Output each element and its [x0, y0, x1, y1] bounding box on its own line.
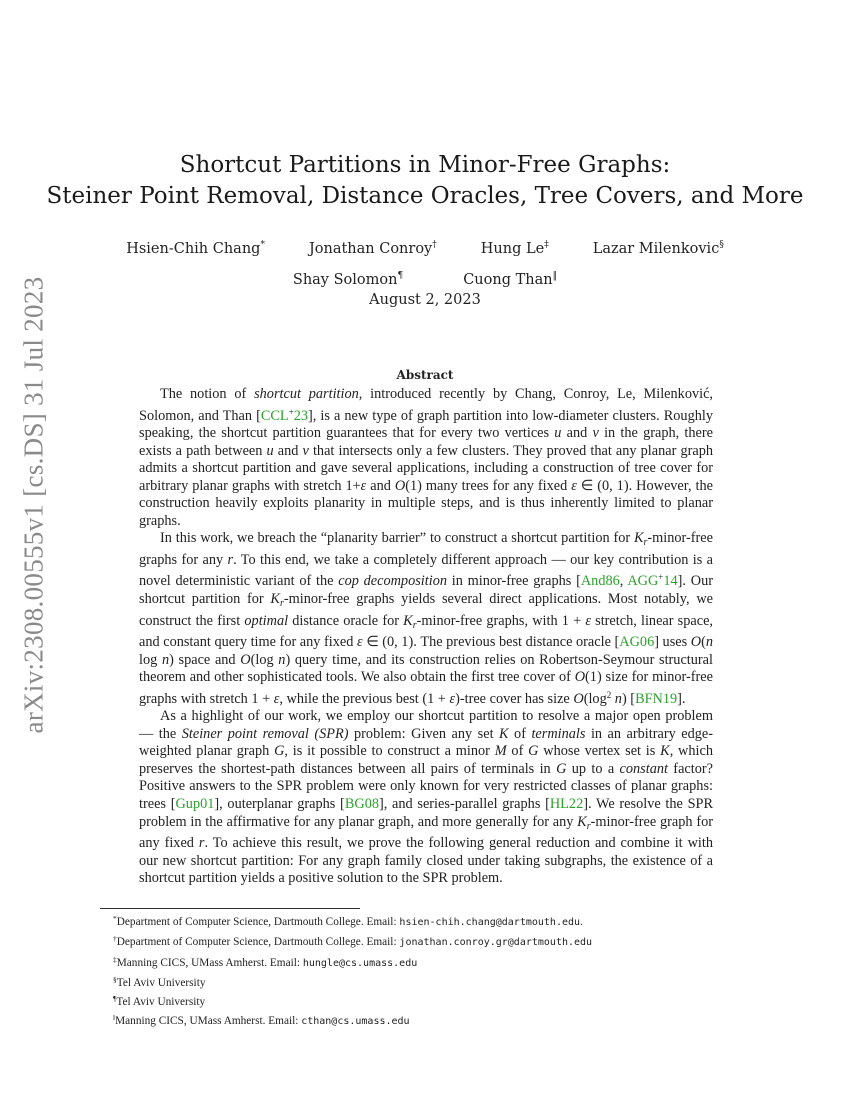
arxiv-stamp: arXiv:2308.00555v1 [cs.DS] 31 Jul 2023	[18, 276, 49, 734]
text-run: that intersects only a few clusters. They proved that any planar graph admits a shortcut partition and gave several applications, including a construction of tree cover for arbitrary planar graphs with stretch 1+	[139, 442, 713, 494]
text-run: in an arbitrary edge-weighted planar graph	[139, 725, 713, 760]
text-run: terminals	[531, 725, 586, 742]
text-run: , which preserves the shortest-path distances between all pairs of terminals in	[139, 743, 713, 777]
text-run: ].	[677, 690, 686, 707]
text-run: in minor-free graphs [	[447, 573, 581, 590]
footnote-end: .	[580, 916, 583, 928]
author-name: Shay Solomon	[292, 271, 398, 288]
text-run: As a highlight of our work, we employ our shortcut partition to resolve a major open problem — the	[139, 708, 713, 742]
text-run: r	[198, 835, 205, 852]
author	[481, 232, 549, 263]
footnote-text: Tel Aviv University	[116, 976, 206, 989]
text-run: +	[658, 572, 664, 583]
text-run: O	[690, 634, 702, 651]
text-run: -minor-free graphs, with 1 +	[416, 612, 586, 629]
text-run: In this work, we breach the “planarity barrier” to construct a shortcut partition for	[160, 530, 634, 547]
text-run: u	[554, 425, 562, 442]
text-run: r	[412, 619, 417, 631]
author-mark: *	[260, 240, 265, 250]
text-run: up to a	[566, 760, 620, 777]
text-run: ε	[360, 477, 367, 494]
abstract-paragraph	[139, 708, 713, 887]
abstract-body	[139, 386, 713, 888]
text-run: , introduced recently by Chang, Conroy, Le, Milenković, Solomon, and Than [	[139, 386, 714, 424]
text-run: K	[270, 591, 280, 608]
footnote-email: hungle@cs.umass.edu	[302, 957, 418, 969]
author	[309, 232, 437, 263]
citation-link[interactable]: BG08	[344, 796, 379, 813]
text-run: shortcut partition	[254, 386, 359, 402]
text-run: ,	[619, 573, 628, 590]
footnote	[113, 911, 592, 931]
text-run: K	[577, 813, 587, 830]
text-run: G	[556, 760, 567, 777]
text-run: ], outerplanar graphs [	[214, 796, 345, 813]
citation-link[interactable]: 14	[663, 573, 678, 590]
text-run: The notion of	[160, 386, 255, 402]
footnote-rule	[100, 908, 360, 909]
text-run: 2	[606, 689, 612, 700]
text-run: cop decomposition	[338, 573, 447, 590]
footnote-mark: †	[113, 934, 117, 944]
text-run: ) [	[621, 690, 636, 707]
author-mark: †	[432, 240, 437, 250]
text-run: (	[701, 634, 706, 651]
text-run: v	[302, 442, 309, 459]
text-run: in the graph, there exists a path between	[139, 425, 713, 459]
author	[463, 263, 557, 294]
citation-link[interactable]: BFN19	[635, 690, 678, 707]
text-run: G	[274, 743, 285, 760]
footnote-mark: ¶	[113, 994, 117, 1004]
footnote	[113, 991, 592, 1010]
author	[126, 232, 265, 263]
text-run: ε	[585, 612, 591, 629]
text-run: ], and series-parallel graphs [	[379, 796, 550, 813]
citation-link[interactable]: AG06	[619, 634, 655, 651]
text-run: problem: Given any set	[348, 725, 500, 742]
text-run: ε	[273, 690, 280, 707]
text-run: Steiner point removal (SPR)	[181, 725, 349, 742]
text-run: O	[574, 669, 586, 686]
footnote-mark: §	[113, 974, 117, 984]
text-run: n	[614, 690, 622, 707]
text-run: and	[366, 477, 395, 494]
text-run: whose vertex set is	[538, 743, 661, 760]
abstract-heading: Abstract	[396, 368, 454, 382]
author-name: Cuong Than	[463, 271, 553, 288]
text-run: K	[633, 530, 644, 547]
text-run: factor? Positive answers to the SPR problem were only known for very restricted classes of planar graphs: trees [	[139, 760, 713, 813]
text-run: O	[573, 690, 584, 707]
text-run: K	[660, 743, 670, 760]
text-run: and	[561, 425, 593, 442]
footnote	[113, 931, 592, 951]
text-run: of	[508, 725, 532, 742]
footnote-mark: *	[113, 914, 117, 923]
abstract-paragraph	[139, 386, 713, 530]
text-run: ε	[449, 690, 456, 707]
author	[293, 263, 403, 294]
text-run: , while the previous best (1 +	[279, 690, 450, 707]
footnote	[113, 972, 592, 991]
paper-title	[0, 150, 850, 212]
citation-link[interactable]: CCL	[260, 407, 289, 424]
text-run: r	[586, 820, 591, 832]
text-run: of	[506, 743, 529, 760]
text-run: n	[278, 651, 286, 668]
text-run: u	[266, 442, 274, 459]
text-run: ], is a new type of graph partition into low-diameter clusters. Roughly speaking, the shortcut partition guarantees that for every two vertices	[139, 407, 713, 442]
text-run: -minor-free graphs yields several direct applications. Most notably, we construct the first	[139, 591, 713, 629]
text-run: r	[643, 537, 648, 549]
text-run: (log	[250, 651, 279, 668]
author-name: Jonathan Conroy	[308, 240, 433, 257]
title-line-2: Steiner Point Removal, Distance Oracles, Tree Covers, and More	[46, 183, 804, 209]
citation-link[interactable]: HL22	[549, 796, 584, 813]
author-name: Lazar Milenkovic	[592, 240, 720, 257]
text-run: distance oracle for	[288, 612, 404, 629]
text-run: K	[403, 612, 413, 629]
text-run: log	[139, 651, 162, 668]
text-run: . To this end, we take a completely different approach — our key contribution is a novel deterministic variant of the	[139, 551, 713, 590]
author-mark: ‖	[552, 270, 558, 281]
text-run: +	[288, 406, 294, 417]
citation-link[interactable]: And86	[580, 573, 620, 590]
text-run: (1) size for minor-free graphs with stretch 1 +	[139, 669, 713, 707]
text-run: ) query time, and its construction relies on Robertson-Seymour structural theorem and other sophisticated tools. We also obtain the first tree cover of	[139, 651, 713, 686]
text-run: ]. We resolve the SPR problem in the affirmative for any planar graph, and more generally for any	[139, 796, 714, 830]
abstract-paragraph	[139, 530, 713, 708]
text-run: . To achieve this result, we prove the following general reduction and combine it with our new shortcut partition: For any graph family closed under taking subgraphs, the existence of a shortcut partition yields a positive solution to the SPR problem.	[139, 835, 713, 887]
text-run: O	[240, 651, 251, 668]
footnote-email: cthan@cs.umass.edu	[301, 1016, 410, 1028]
footnote	[113, 952, 592, 972]
author-mark: ¶	[397, 270, 404, 281]
author-name: Hsien-Chih Chang	[126, 240, 261, 257]
text-run: K	[499, 725, 509, 742]
footnote-mark: ‖	[113, 1013, 116, 1023]
footnote-email: jonathan.conroy.gr@dartmouth.edu	[399, 937, 593, 949]
text-run: ∈ (0, 1). The previous best distance oracle [	[362, 634, 620, 651]
text-run: -minor-free graphs for any	[139, 530, 713, 568]
author-mark: §	[719, 240, 724, 250]
footnote-text: Department of Computer Science, Dartmouth College. Email:	[116, 936, 400, 949]
paper-date: August 2, 2023	[369, 292, 481, 308]
text-run: M	[494, 743, 507, 760]
text-run: and	[273, 442, 303, 459]
text-run: , is it possible to construct a minor	[284, 743, 495, 760]
footnote-mark: ‡	[113, 954, 117, 964]
text-run: n	[705, 634, 714, 651]
text-run: -minor-free graph for any fixed	[139, 813, 713, 852]
footnote	[113, 1010, 592, 1030]
text-run: stretch, linear space, and constant query time for any fixed	[139, 612, 713, 651]
text-run: ] uses	[654, 634, 691, 651]
text-run: (log	[583, 690, 607, 707]
text-run: ε	[356, 634, 363, 651]
text-run: G	[528, 743, 539, 760]
author-list	[0, 232, 850, 294]
text-run: O	[394, 477, 406, 494]
author-mark: ‡	[544, 240, 549, 250]
text-run: v	[592, 425, 599, 442]
text-run: n	[161, 651, 170, 668]
footnotes	[113, 911, 592, 1031]
author-name: Hung Le	[480, 240, 545, 257]
author	[593, 232, 724, 263]
text-run: ]. Our shortcut partition for	[139, 573, 713, 608]
text-run: ε	[571, 477, 577, 494]
text-run: (1) many trees for any fixed	[405, 477, 572, 494]
footnote-text: Tel Aviv University	[116, 996, 206, 1009]
text-run: ∈ (0, 1). However, the construction heavily exploits planarity in multiple steps, and is thus inherently limited to planar graphs.	[139, 477, 713, 529]
footnote-text: Manning CICS, UMass Amherst. Email:	[115, 1015, 302, 1028]
citation-link[interactable]: 23	[293, 407, 309, 424]
text-run: constant	[619, 760, 668, 777]
text-run: )-tree cover has size	[455, 690, 574, 707]
title-line-1: Shortcut Partitions in Minor-Free Graphs:	[179, 152, 671, 178]
text-run: r	[227, 551, 234, 568]
citation-link[interactable]: Gup01	[175, 796, 215, 813]
text-run: ) space and	[169, 651, 241, 668]
footnote-text: Department of Computer Science, Dartmouth College. Email:	[116, 916, 400, 928]
text-run: r	[279, 598, 284, 610]
footnote-text: Manning CICS, UMass Amherst. Email:	[116, 956, 303, 969]
text-run: optimal	[244, 612, 289, 629]
footnote-email: hsien-chih.chang@dartmouth.edu	[399, 917, 581, 928]
citation-link[interactable]: AGG	[627, 573, 659, 590]
